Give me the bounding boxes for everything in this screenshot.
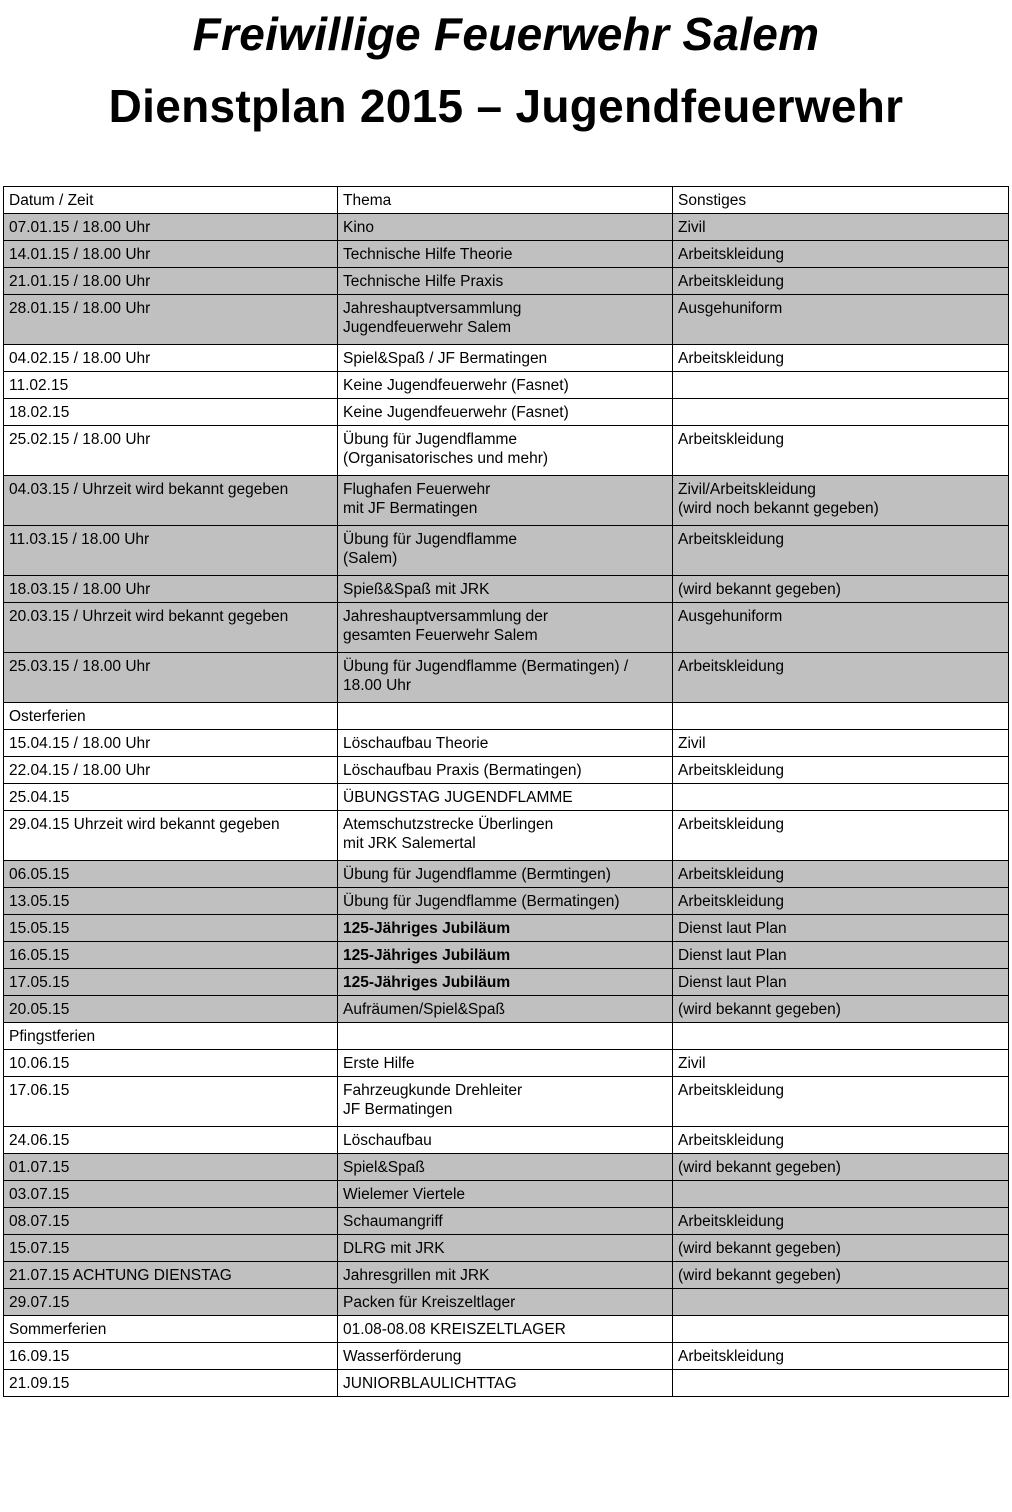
cell-other: Arbeitskleidung [673, 526, 1009, 576]
cell-date: 20.03.15 / Uhrzeit wird bekannt gegeben [4, 603, 338, 653]
cell-date: 21.07.15 ACHTUNG DIENSTAG [4, 1262, 338, 1289]
cell-topic: Packen für Kreiszeltlager [338, 1289, 673, 1316]
table-row [4, 526, 1009, 576]
cell-date: 15.05.15 [4, 915, 338, 942]
cell-topic: Kino [338, 214, 673, 241]
cell-date: 03.07.15 [4, 1181, 338, 1208]
cell-date: 28.01.15 / 18.00 Uhr [4, 295, 338, 345]
table-row [4, 969, 1009, 996]
table-row [4, 1154, 1009, 1181]
cell-other: Zivil [673, 1050, 1009, 1077]
cell-topic: Wasserförderung [338, 1343, 673, 1370]
cell-other: Arbeitskleidung [673, 345, 1009, 372]
table-row [4, 1181, 1009, 1208]
cell-other: Dienst laut Plan [673, 915, 1009, 942]
table-row [4, 426, 1009, 476]
table-row [4, 1235, 1009, 1262]
cell-other: (wird bekannt gegeben) [673, 576, 1009, 603]
cell-date: 14.01.15 / 18.00 Uhr [4, 241, 338, 268]
cell-other: Arbeitskleidung [673, 757, 1009, 784]
cell-topic: Löschaufbau [338, 1127, 673, 1154]
cell-other: Ausgehuniform [673, 295, 1009, 345]
table-row [4, 653, 1009, 703]
cell-other: (wird bekannt gegeben) [673, 996, 1009, 1023]
cell-topic: Flughafen Feuerwehr mit JF Bermatingen [338, 476, 673, 526]
table-row [4, 757, 1009, 784]
cell-other: Zivil [673, 730, 1009, 757]
cell-other: (wird bekannt gegeben) [673, 1262, 1009, 1289]
cell-other: Dienst laut Plan [673, 942, 1009, 969]
cell-other [673, 1370, 1009, 1397]
cell-topic: Technische Hilfe Theorie [338, 241, 673, 268]
cell-date: 15.04.15 / 18.00 Uhr [4, 730, 338, 757]
table-header-row [4, 187, 1009, 214]
cell-topic [338, 1023, 673, 1050]
cell-topic: Jahreshauptversammlung der gesamten Feuerwehr Salem [338, 603, 673, 653]
table-row [4, 399, 1009, 426]
cell-other: Arbeitskleidung [673, 653, 1009, 703]
cell-other: Dienst laut Plan [673, 969, 1009, 996]
cell-other: Arbeitskleidung [673, 1208, 1009, 1235]
cell-other [673, 1023, 1009, 1050]
cell-other: Zivil/Arbeitskleidung (wird noch bekannt gegeben) [673, 476, 1009, 526]
table-row [4, 241, 1009, 268]
header-other: Sonstiges [673, 187, 1009, 214]
cell-other: Arbeitskleidung [673, 426, 1009, 476]
cell-topic: Jahreshauptversammlung Jugendfeuerwehr Salem [338, 295, 673, 345]
cell-date: 17.05.15 [4, 969, 338, 996]
cell-date: 21.09.15 [4, 1370, 338, 1397]
table-row [4, 1077, 1009, 1127]
cell-topic: Technische Hilfe Praxis [338, 268, 673, 295]
table-row [4, 888, 1009, 915]
cell-topic: Übung für Jugendflamme (Salem) [338, 526, 673, 576]
cell-date: 21.01.15 / 18.00 Uhr [4, 268, 338, 295]
cell-date: 29.04.15 Uhrzeit wird bekannt gegeben [4, 811, 338, 861]
cell-date: 16.05.15 [4, 942, 338, 969]
table-row [4, 476, 1009, 526]
table-row [4, 703, 1009, 730]
table-row [4, 1343, 1009, 1370]
cell-other: Arbeitskleidung [673, 888, 1009, 915]
cell-date: 25.04.15 [4, 784, 338, 811]
cell-topic: Wielemer Viertele [338, 1181, 673, 1208]
cell-topic: Spiel&Spaß [338, 1154, 673, 1181]
cell-date: 11.02.15 [4, 372, 338, 399]
cell-date: 13.05.15 [4, 888, 338, 915]
cell-other [673, 1289, 1009, 1316]
cell-topic: DLRG mit JRK [338, 1235, 673, 1262]
cell-topic: Spieß&Spaß mit JRK [338, 576, 673, 603]
page-title: Freiwillige Feuerwehr Salem [192, 8, 820, 60]
table-row [4, 1127, 1009, 1154]
table-row [4, 603, 1009, 653]
cell-other [673, 703, 1009, 730]
cell-date: 16.09.15 [4, 1343, 338, 1370]
table-row [4, 730, 1009, 757]
cell-topic: Fahrzeugkunde Drehleiter JF Bermatingen [338, 1077, 673, 1127]
cell-date: 17.06.15 [4, 1077, 338, 1127]
table-row [4, 268, 1009, 295]
cell-other: Arbeitskleidung [673, 241, 1009, 268]
cell-date: 18.02.15 [4, 399, 338, 426]
cell-topic: 01.08-08.08 KREISZELTLAGER [338, 1316, 673, 1343]
table-row [4, 576, 1009, 603]
cell-other: Arbeitskleidung [673, 861, 1009, 888]
table-row [4, 1316, 1009, 1343]
cell-date: 25.03.15 / 18.00 Uhr [4, 653, 338, 703]
table-row [4, 915, 1009, 942]
cell-other: Arbeitskleidung [673, 1127, 1009, 1154]
cell-other [673, 399, 1009, 426]
header-date: Datum / Zeit [4, 187, 338, 214]
cell-topic: Übung für Jugendflamme (Organisatorisches und mehr) [338, 426, 673, 476]
table-row [4, 811, 1009, 861]
schedule-table [3, 186, 1009, 1397]
cell-date: Pfingstferien [4, 1023, 338, 1050]
cell-topic: Löschaufbau Praxis (Bermatingen) [338, 757, 673, 784]
cell-topic: Übung für Jugendflamme (Bermatingen) / 18.00 Uhr [338, 653, 673, 703]
cell-topic: 125-Jähriges Jubiläum [338, 915, 673, 942]
cell-date: 04.02.15 / 18.00 Uhr [4, 345, 338, 372]
cell-date: 25.02.15 / 18.00 Uhr [4, 426, 338, 476]
cell-date: 20.05.15 [4, 996, 338, 1023]
table-row [4, 1023, 1009, 1050]
table-row [4, 1050, 1009, 1077]
cell-date: Osterferien [4, 703, 338, 730]
cell-date: 18.03.15 / 18.00 Uhr [4, 576, 338, 603]
cell-topic: ÜBUNGSTAG JUGENDFLAMME [338, 784, 673, 811]
table-row [4, 214, 1009, 241]
cell-other: Arbeitskleidung [673, 1077, 1009, 1127]
cell-date: Sommerferien [4, 1316, 338, 1343]
cell-other: (wird bekannt gegeben) [673, 1235, 1009, 1262]
table-row [4, 942, 1009, 969]
cell-other: Arbeitskleidung [673, 1343, 1009, 1370]
cell-topic: Keine Jugendfeuerwehr (Fasnet) [338, 399, 673, 426]
table-row [4, 861, 1009, 888]
cell-date: 15.07.15 [4, 1235, 338, 1262]
cell-other: Arbeitskleidung [673, 268, 1009, 295]
schedule-rows [4, 214, 1009, 1397]
cell-topic [338, 703, 673, 730]
cell-topic: Übung für Jugendflamme (Bermtingen) [338, 861, 673, 888]
table-row [4, 996, 1009, 1023]
cell-topic: Atemschutzstrecke Überlingen mit JRK Salemertal [338, 811, 673, 861]
table-row [4, 1262, 1009, 1289]
table-row [4, 1370, 1009, 1397]
cell-other [673, 372, 1009, 399]
cell-other: (wird bekannt gegeben) [673, 1154, 1009, 1181]
cell-other [673, 1181, 1009, 1208]
cell-other [673, 1316, 1009, 1343]
cell-date: 04.03.15 / Uhrzeit wird bekannt gegeben [4, 476, 338, 526]
cell-topic: JUNIORBLAULICHTTAG [338, 1370, 673, 1397]
cell-date: 07.01.15 / 18.00 Uhr [4, 214, 338, 241]
cell-topic: Löschaufbau Theorie [338, 730, 673, 757]
cell-other: Arbeitskleidung [673, 811, 1009, 861]
cell-date: 10.06.15 [4, 1050, 338, 1077]
header-topic: Thema [338, 187, 673, 214]
cell-date: 01.07.15 [4, 1154, 338, 1181]
cell-topic: Erste Hilfe [338, 1050, 673, 1077]
cell-date: 11.03.15 / 18.00 Uhr [4, 526, 338, 576]
cell-topic: Keine Jugendfeuerwehr (Fasnet) [338, 372, 673, 399]
cell-other: Ausgehuniform [673, 603, 1009, 653]
page-subtitle: Dienstplan 2015 – Jugendfeuerwehr [108, 80, 904, 132]
table-row [4, 295, 1009, 345]
cell-topic: Übung für Jugendflamme (Bermatingen) [338, 888, 673, 915]
cell-topic: Spiel&Spaß / JF Bermatingen [338, 345, 673, 372]
cell-other [673, 784, 1009, 811]
cell-topic: Schaumangriff [338, 1208, 673, 1235]
cell-date: 22.04.15 / 18.00 Uhr [4, 757, 338, 784]
table-row [4, 1289, 1009, 1316]
cell-other: Zivil [673, 214, 1009, 241]
table-row [4, 372, 1009, 399]
cell-topic: Jahresgrillen mit JRK [338, 1262, 673, 1289]
cell-date: 06.05.15 [4, 861, 338, 888]
cell-topic: 125-Jähriges Jubiläum [338, 969, 673, 996]
cell-topic: Aufräumen/Spiel&Spaß [338, 996, 673, 1023]
cell-date: 08.07.15 [4, 1208, 338, 1235]
table-row [4, 784, 1009, 811]
table-row [4, 1208, 1009, 1235]
cell-date: 29.07.15 [4, 1289, 338, 1316]
cell-topic: 125-Jähriges Jubiläum [338, 942, 673, 969]
table-row [4, 345, 1009, 372]
cell-date: 24.06.15 [4, 1127, 338, 1154]
